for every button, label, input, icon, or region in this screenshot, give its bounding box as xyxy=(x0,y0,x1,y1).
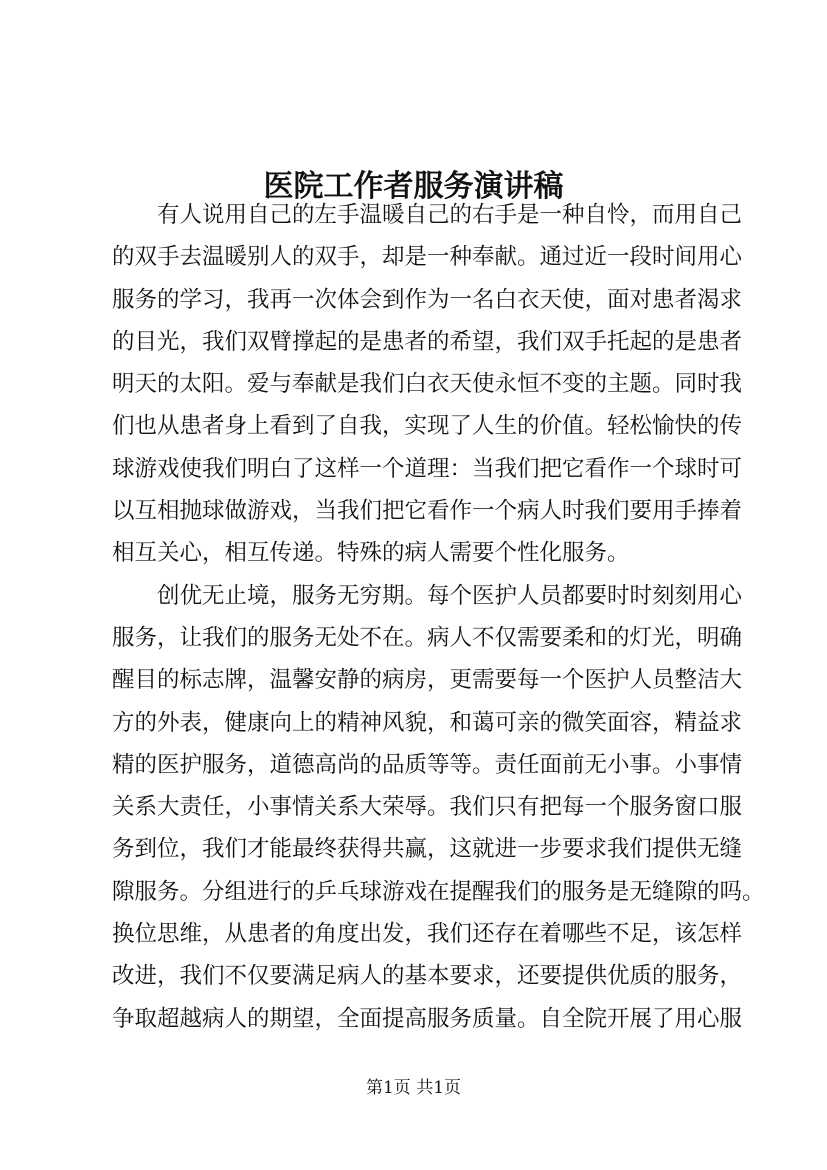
document-body xyxy=(112,194,765,1040)
paragraph-2-line-10: 改进，我们不仅要满足病人的基本要求，还要提供优质的服务， xyxy=(112,963,743,990)
paragraph-2-line-4: 方的外表，健康向上的精神风貌，和蔼可亲的微笑面容，精益求 xyxy=(112,709,743,736)
paragraph-1-line-1: 有人说用自己的左手温暖自己的右手是一种自怜，而用自己 xyxy=(157,202,743,228)
paragraph-2-line-1: 创优无止境，服务无穷期。每个医护人员都要时时刻刻用心 xyxy=(157,582,743,609)
paragraph-2-line-7: 务到位，我们才能最终获得共赢，这就进一步要求我们提供无缝 xyxy=(112,836,743,863)
page-number: 第1页 共1页 xyxy=(365,1078,462,1098)
paragraph-1-line-7: 球游戏使我们明白了这样一个道理：当我们把它看作一个球时可 xyxy=(112,455,743,482)
paragraph-2-line-2: 服务，让我们的服务无处不在。病人不仅需要柔和的灯光，明确 xyxy=(112,624,743,651)
paragraph-1-line-5: 明天的太阳。爱与奉献是我们白衣天使永恒不变的主题。同时我 xyxy=(112,371,743,398)
document-title: 医院工作者服务演讲稿 xyxy=(263,169,564,205)
paragraph-2-line-6: 关系大责任，小事情关系大荣辱。我们只有把每一个服务窗口服 xyxy=(112,794,743,821)
paragraph-2-line-8: 隙服务。分组进行的乒乓球游戏在提醒我们的服务是无缝隙的吗。 xyxy=(112,878,765,905)
paragraph-1-line-9: 相互关心，相互传递。特殊的病人需要个性化服务。 xyxy=(112,540,630,567)
paragraph-1-line-4: 的目光，我们双臂撑起的是患者的希望，我们双手托起的是患者 xyxy=(112,328,743,355)
paragraph-1-line-6: 们也从患者身上看到了自我，实现了人生的价值。轻松愉快的传 xyxy=(112,413,743,440)
paragraph-2-line-11: 争取超越病人的期望，全面提高服务质量。自全院开展了用心服 xyxy=(112,1005,743,1032)
paragraph-2-line-3: 醒目的标志牌，温馨安静的病房，更需要每一个医护人员整洁大 xyxy=(112,667,743,694)
paragraph-2-line-5: 精的医护服务，道德高尚的品质等等。责任面前无小事。小事情 xyxy=(112,751,743,778)
paragraph-1-line-2: 的双手去温暖别人的双手，却是一种奉献。通过近一段时间用心 xyxy=(112,244,743,271)
paragraph-1-line-3: 服务的学习，我再一次体会到作为一名白衣天使，面对患者渴求 xyxy=(112,286,743,313)
paragraph-2-line-9: 换位思维，从患者的角度出发，我们还存在着哪些不足，该怎样 xyxy=(112,921,743,948)
paragraph-1-line-8: 以互相抛球做游戏，当我们把它看作一个病人时我们要用手捧着 xyxy=(112,498,743,525)
